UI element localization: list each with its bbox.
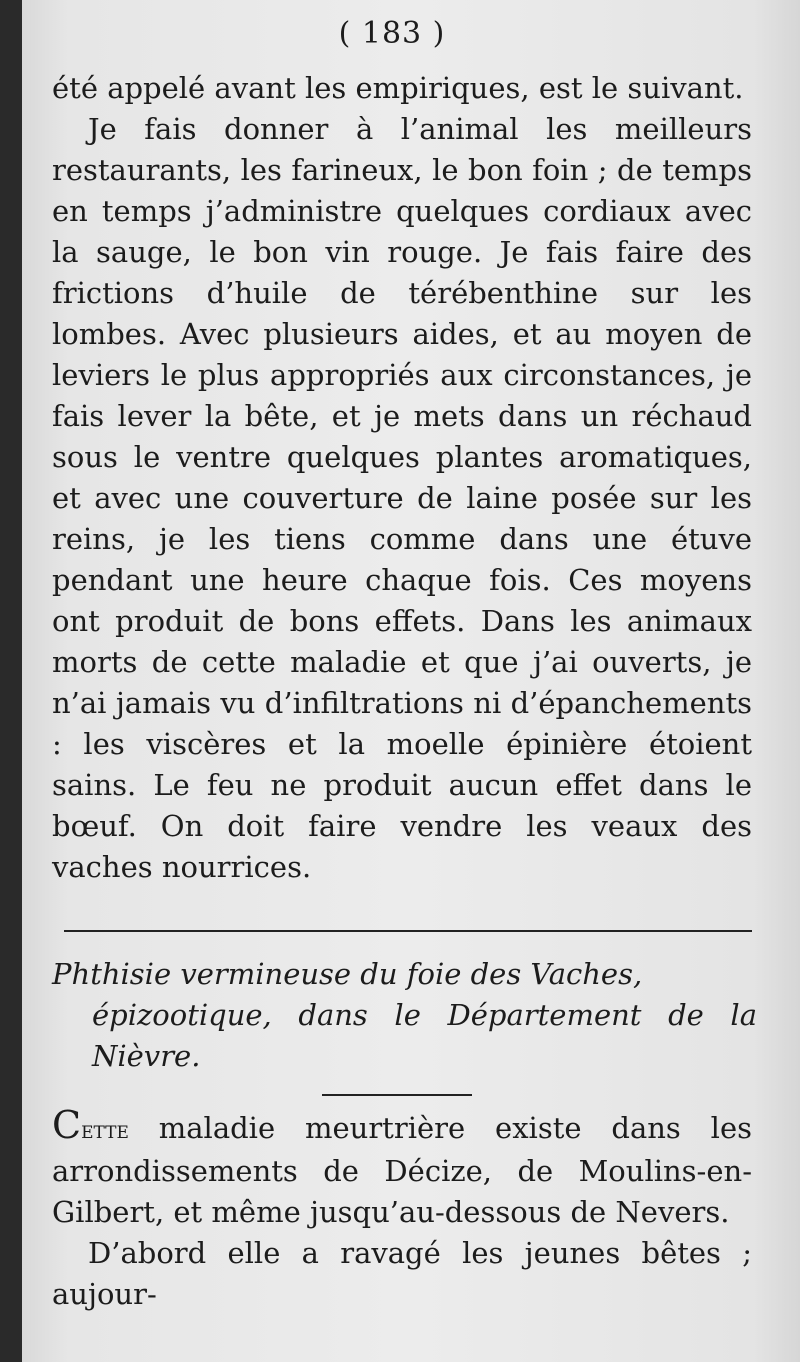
book-page (22, 0, 800, 1362)
drop-cap: C (52, 1103, 82, 1147)
paragraph-opening (52, 1105, 752, 1233)
body-text-top (52, 68, 752, 888)
page-number: ( 183 ) (338, 16, 446, 51)
section-heading (52, 954, 757, 1077)
body-text-bottom (52, 1105, 752, 1315)
paragraph-next: D’abord elle a ravagé les jeunes bêtes ; aujour- (52, 1236, 752, 1311)
heading-underline (322, 1094, 472, 1096)
paragraph-treatment: Je fais donner à l’animal les meilleurs restaurants, les farineux, le bon foin ; de temps en temps j’administre quelques cordiaux avec la sauge, le bon vin rouge. Je fais faire des frictions d’huile de térébenthine sur les lombes. Avec plusieurs aides, et au moyen de leviers le plus appropriés aux circonstances, je fais lever la bête, et je mets dans un réchaud sous le ventre quelques plantes aromatiques, et avec une couverture de laine posée sur les reins, je les tiens comme dans une étuve pendant une heure chaque fois. Ces moyens ont produit de bons effets. Dans les animaux morts de cette maladie et que j’ai ouverts, je n’ai jamais vu d’infiltrations ni d’épanchements : les viscères et la moelle épinière étoient sains. Le feu ne produit aucun effet dans le bœuf. On doit faire vendre les veaux des vaches nourrices. (52, 112, 752, 884)
paragraph-continuation: été appelé avant les empiriques, est le suivant. (52, 71, 744, 105)
heading-line-2: épizootique, dans le Département de la Nièvre. (92, 998, 757, 1073)
paragraph-opening-text: maladie meurtrière existe dans les arrondissements de Décize, de Moulins-en-Gilbert, et même jusqu’au-dessous de Nevers. (52, 1111, 752, 1229)
heading-line-1: Phthisie vermineuse du foie des Vaches, (52, 957, 643, 991)
small-caps-word: ette (81, 1116, 129, 1144)
section-divider (64, 930, 752, 932)
